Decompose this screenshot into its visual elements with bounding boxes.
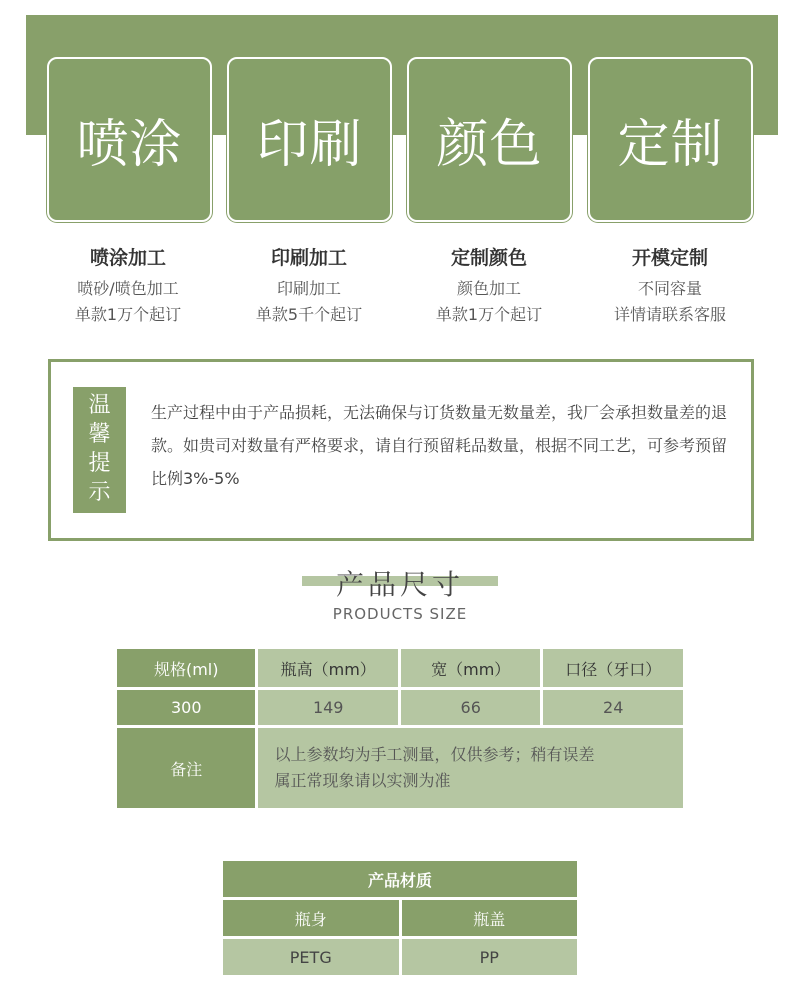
material-value-cap: PP (402, 939, 578, 975)
size-value-height: 149 (258, 690, 398, 725)
material-value-body: PETG (223, 939, 399, 975)
size-note-label: 备注 (117, 728, 255, 808)
material-title: 产品材质 (223, 861, 577, 897)
tile-custom (588, 57, 753, 222)
service-line: 单款1万个起订 (74, 305, 182, 324)
service-line: 详情请联系客服 (613, 305, 726, 324)
size-header-mouth: 口径（牙口） (543, 649, 683, 687)
tile-color (407, 57, 572, 222)
size-note-line: 以上参数均为手工测量，仅供参考；稍有误差 (274, 745, 595, 764)
size-note-line: 属正常现象请以实测为准 (274, 771, 451, 790)
size-header-height: 瓶高（mm） (258, 649, 398, 687)
service-line: 喷砂/喷色加工 (77, 279, 179, 298)
tile-label: 定制 (617, 115, 724, 175)
service-line: 单款5千个起订 (255, 305, 363, 324)
size-header-spec: 规格(ml) (117, 649, 255, 687)
size-heading-en: PRODUCTS SIZE (332, 605, 468, 623)
service-title: 定制颜色 (450, 247, 527, 269)
service-spray (38, 243, 218, 328)
service-title: 开模定制 (631, 247, 708, 269)
material-table (220, 858, 580, 978)
size-table (114, 646, 686, 811)
size-header-width: 宽（mm） (401, 649, 541, 687)
service-line: 单款1万个起订 (435, 305, 543, 324)
size-heading-zh: 产品尺寸 (335, 568, 464, 601)
size-note (258, 728, 683, 808)
service-title: 喷涂加工 (89, 247, 166, 269)
service-custom-mold (580, 243, 760, 328)
service-title: 印刷加工 (270, 247, 347, 269)
size-value-width: 66 (401, 690, 541, 725)
size-value-spec: 300 (117, 690, 255, 725)
service-line: 印刷加工 (276, 279, 341, 298)
material-header-body: 瓶身 (223, 900, 399, 936)
tile-label: 颜色 (436, 115, 543, 175)
notice-tag: 温馨提示 (73, 387, 126, 513)
service-print (219, 243, 399, 328)
service-line: 不同容量 (637, 279, 702, 298)
service-line: 颜色加工 (456, 279, 521, 298)
tile-label: 喷涂 (76, 115, 183, 175)
tile-label: 印刷 (256, 115, 363, 175)
tile-spray (47, 57, 212, 222)
material-header-cap: 瓶盖 (402, 900, 578, 936)
service-color (399, 243, 579, 328)
tile-print (227, 57, 392, 222)
notice-text: 生产过程中由于产品损耗，无法确保与订货数量无数量差，我厂会承担数量差的退款。如贵司对数量有严格要求，请自行预留耗品数量，根据不同工艺，可参考预留比例3%-5% (151, 403, 728, 488)
notice-box (48, 359, 754, 541)
size-value-mouth: 24 (543, 690, 683, 725)
